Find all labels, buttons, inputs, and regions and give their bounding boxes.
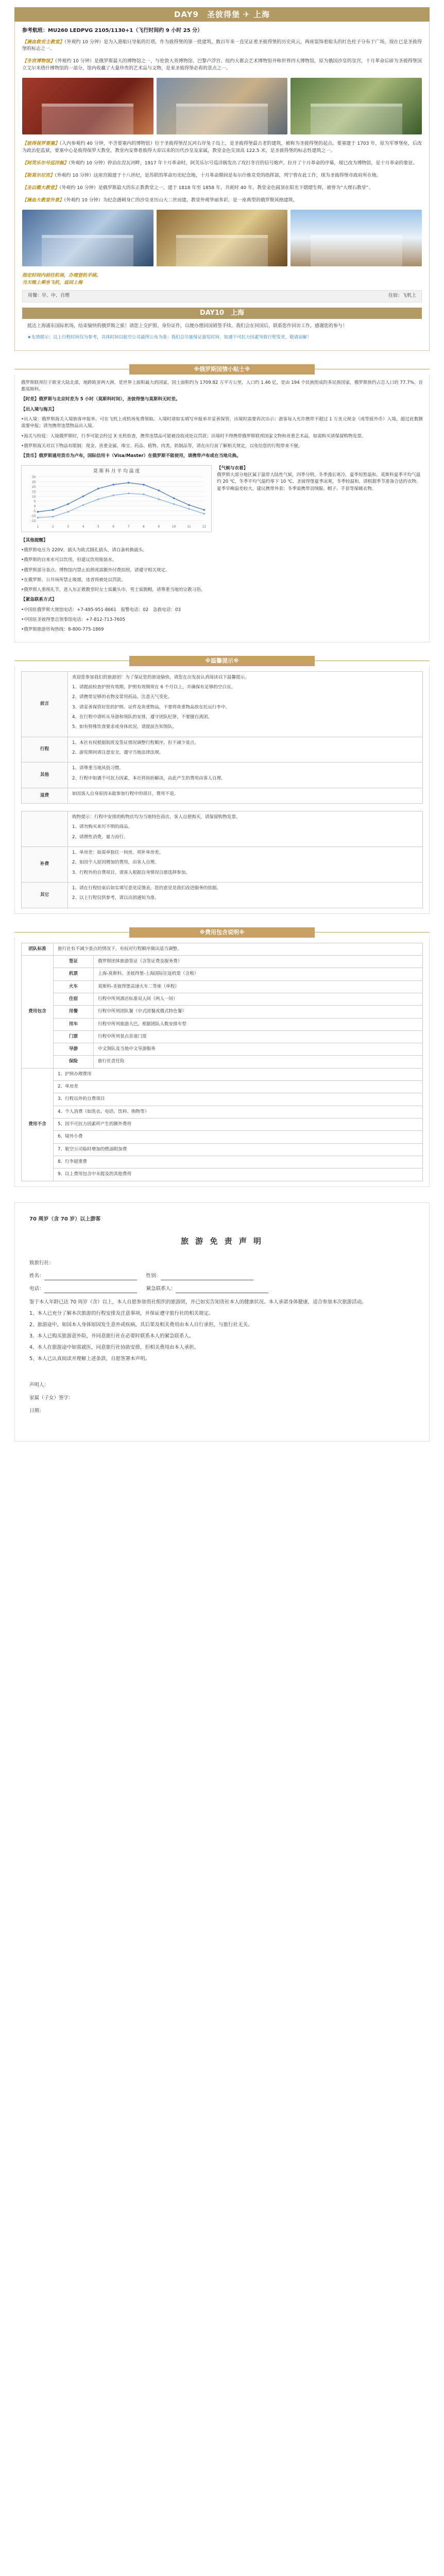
day10-text: 抵达上海浦东国际机场，结束愉快的俄罗斯之旅！请您上交护照、身份证件，以便办理回国销签手续。我们会在回国后，联系您作回访工作，感谢您的参与！ [27,323,348,329]
data-point [203,509,206,511]
y-tick-label: 10 [31,495,36,499]
data-point [67,503,69,505]
tips-item: 购物提示：行程中安排的购物店均为当地特色商店，客人自愿购买，请保留购物发票。 [72,815,241,820]
y-tick-label: 30 [31,476,36,479]
spot-text: （外观约 10 分钟）为纪念遇刺身亡的沙皇亚历山大二世而建，教堂外观华丽多彩，是一座典型的俄罗斯风格建筑。 [64,197,298,203]
fee-item-text: 行程中所列酒店标准双人间（两人一间） [94,993,423,1005]
fee-item-text: 行程中所列旅游大巴，根据团队人数安排车型 [94,1018,423,1030]
russia-info-header [14,364,430,375]
fee-include-row [22,968,423,980]
fee-intro-text: 旅行社有不减少景点的情况下，有权对行程顺序做出适当调整。 [54,943,423,955]
russia-info-title: ※俄罗斯国情小贴士※ [129,364,315,375]
tips-item: 1、单房差：如需单独住一间房，须补单房差。 [72,850,164,856]
fee-item-name: 门票 [54,1030,94,1043]
spot-text: （外观约 10 分钟）停泊在涅瓦河畔，1917 年十月革命时，阿芙乐尔号巡洋舰发出了攻打冬宫的信号炮声，拉开了十月革命的序幕，现已改为博物馆，是十月革命的象征。 [69,161,418,166]
fee-exclude-row [22,1068,423,1080]
x-tick-label: 6 [112,525,115,529]
waiver-paragraphs [29,1298,415,1364]
fee-item-text: 行程中所列景点首道门票 [94,1030,423,1043]
data-point [188,504,190,506]
day9-content [14,22,430,351]
fee-exclude-text: 5、因不可抗力因素所产生的额外费用 [54,1118,423,1131]
fee-title: ※费用包含说明※ [129,927,315,938]
waiver-form [14,1202,430,1442]
day9-spot-list-1 [22,39,422,73]
hotel-info: 住宿：飞机上 [388,293,416,298]
spot-name: 【滴血大教堂外景】 [22,197,64,203]
tips-row-label: 行程 [22,737,68,762]
spot-paragraph [22,173,422,180]
fee-intro-label: 团队标准 [22,943,54,955]
series-line [38,493,204,517]
data-point [158,498,160,500]
waiver-heading: 70 周岁（含 70 岁）以上游客 [29,1216,101,1222]
spot-name: 【斯莫尔尼宫】 [22,173,55,179]
fee-exclude-label: 费用不含 [22,1068,54,1181]
name-gender-row [29,1273,415,1280]
tips-row [22,671,423,737]
street-photo [157,78,288,134]
info-paragraph: •在俄罗斯，公共场所禁止吸烟，违者将被处以罚款。 [21,577,126,583]
data-point [97,487,99,489]
waiver-paragraph: 1、本人已充分了解本次旅游的行程安排及注意事项，并保证遵守旅行社的相关规定。 [29,1310,214,1316]
tips-item: 2、请理性消费，量力而行。 [72,834,128,840]
tips-row [22,847,423,883]
tips-item: 1、请提前检查护照有效期，护照有效期须在 6 个月以上，并确保有足够的空白页。 [72,685,236,690]
emergency-field[interactable] [176,1287,268,1293]
fee-include-row [22,1043,423,1056]
spot-name: 【冬宫博物馆】 [22,59,55,64]
data-point [97,498,99,500]
photo-strip-2 [22,210,422,266]
spot-text: （外观约 10 分钟）是俄罗斯最大的博物馆之一，与伦敦大英博物馆、巴黎卢浮宫、纽约大都会艺术博物馆并称世界四大博物馆，原为俄国沙皇的皇宫，十月革命后辟为圣彼得堡国立艾尔米塔什博物馆的一部分，馆内收藏了大量珍贵的艺术品与文物，是来圣彼得堡必看的景点之一。 [22,59,422,72]
tips-table-2 [21,811,423,908]
russia-info-paras [21,380,423,460]
fee-item-text: 旅行社责任险 [94,1056,423,1068]
return-note: 当天晚上乘坐飞机，返回上海 [22,280,83,285]
tips-row-content [68,883,423,908]
y-tick-label: 15 [31,490,36,494]
day9-banner: DAY9 圣彼得堡 ✈ 上海 [14,7,430,22]
fee-include-row [22,1018,423,1030]
name-label: 姓名： [29,1273,44,1279]
fee-item-text: 上海-莫斯科、圣彼得堡-上海国际往返机票（含税） [94,968,423,980]
fee-exclude-text: 8、行李超重费 [54,1156,423,1168]
info-paragraph: •俄罗斯的自来水可以饮用，但建议饮用瓶装水。 [21,557,117,563]
weather-row [21,465,423,532]
tips-item: 1、请尊重当地风俗习惯。 [72,766,124,771]
y-tick-label: 20 [31,485,36,489]
waiver-paragraph: 4、本人在旅游途中如需就医，同意旅行社协助安排，但相关费用由本人承担。 [29,1345,199,1351]
data-point [203,513,206,515]
flight-info: 参考航班：MU260 LEDPVG 2105/1130+1（飞行时间约 9 小时 25 分） [22,28,203,33]
russia-info-paras-2 [21,537,423,634]
spot-text: （外观约 10 分钟）是俄罗斯最大的东正教教堂之一，建于 1818 年至 1858 年，共耗时 40 年，教堂金色圆顶在阳光下熠熠生辉，被誉为“大理石教堂”。 [59,185,373,191]
fee-item-text: 莫斯科-圣彼得堡高速火车二等座（单程） [94,980,423,993]
spot-text: （外观约 10 分钟）是为入港船只导航的灯塔，作为彼得堡的第一批建筑，数百年来一直见证着圣彼得堡的历史风云，两座装饰着船头的红色柱子分布于广场，现在已是圣彼得堡的标志之一。 [22,39,422,52]
tips-item: 如因客人自身原因未能参加行程中的项目，费用不退。 [72,791,179,796]
fee-exclude-row [22,1106,423,1118]
info-paragraph: •海关与检疫：入境俄罗斯时，行李可能会经过 X 光机检查，携带违禁品可能被没收或处以罚款；出境时不得携带俄罗斯联邦国家文物和贵重艺术品，如需购买请保留购物发票。 [21,433,366,439]
tips-item: 2、如因个人原因增加的费用，由客人自理。 [72,860,159,866]
info-paragraph: •中国驻圣彼得堡总领事馆电话：+7-812-713-7605 [21,617,126,623]
fee-exclude-text: 9、以上费用包含中未提及的其他费用 [54,1168,423,1181]
russia-info-body [14,375,430,642]
photo-strip-1 [22,78,422,134]
data-point [128,492,130,494]
waiver-title: 旅 游 免 责 声 明 [180,1236,264,1246]
fee-intro-row [22,943,423,955]
fee-exclude-row [22,1081,423,1093]
info-paragraph: •出入境：俄罗斯海关入境旅客申报单，可在飞机上或机场免费领取。入境时请如实填写申报单并妥善保管，出境时需要再次出示；游客每人允许携带不超过 1 万美元现金（或等值外币）入境，超过此数额需要申报；请勿携带违禁物品出入境。 [21,417,423,429]
cruiser-photo [291,210,422,266]
fee-exclude-row [22,1143,423,1156]
tips-item: 2、游览期间请注意安全，遵守当地法律法规。 [72,750,164,755]
fee-include-row [22,993,423,1005]
info-paragraph: 俄罗斯联邦位于欧亚大陆北部，地跨欧亚两大洲，是世界上面积最大的国家，国土面积约为 1709.82 万平方公里，人口约 1.46 亿，是由 194 个民族组成的多民族国家，俄罗斯族约占总人口的 77.7%。首都莫斯科。 [21,380,423,393]
tips-item: 3、行程外的自费项目，请客人根据自身情况自愿选择参加。 [72,870,190,875]
fee-exclude-row [22,1156,423,1168]
data-point [82,495,84,497]
info-paragraph: 【时差】俄罗斯与北京时差为 5 小时（莫斯科时间），圣彼得堡与莫斯科无时差。 [21,397,180,402]
weather-text-block [217,465,423,532]
spot-name: 【阿芙乐尔号巡洋舰】 [22,161,69,166]
day10-note: ★友情提示：以上行程时间仅为参考，具体时间以航空公司最终公布为准；我们会尽量保证游览时间，如遇不可抗力因素导致行程变更，敬请谅解！ [27,334,312,340]
tips-row-label: 补费 [22,847,68,883]
phone-label: 电话： [29,1285,44,1292]
day9-spot-list-2 [22,141,422,205]
tips-row-content [68,811,423,847]
spot-text: （外观约 10 分钟）这座宫殿建于十八世纪，是苏联的革命历史纪念地，十月革命期间是布尔什维克党的指挥部，列宁曾在此工作，现为圣彼得堡市政府所在地。 [55,173,381,179]
x-tick-label: 7 [127,525,130,529]
signer-label: 声明人： [29,1382,49,1388]
fee-header [14,927,430,938]
tips-row-label [22,811,68,847]
fee-include-row [22,1056,423,1068]
tips-row [22,883,423,908]
spot-name: 【彼得保罗要塞】 [22,141,60,147]
tips-header [14,656,430,666]
family-sign-label: 家属（子女）签字： [29,1395,74,1401]
x-tick-label: 2 [52,525,54,529]
day10-banner: DAY10 上海 [22,308,422,319]
weather-title: 【气候与衣着】 [217,465,248,471]
y-tick-label: 25 [31,481,36,484]
spot-paragraph [22,141,422,155]
fee-include-label: 费用包含 [22,955,54,1068]
x-tick-label: 1 [37,525,39,529]
tips-item: 2、请携带足够的衣物及常用药品，注意天气变化。 [72,694,173,700]
tips-table [21,671,423,804]
fee-item-text: 俄罗斯团体旅游签证（含签证费及服务费） [94,955,423,968]
airport-note: 指定时间内前往机场，办理登机手续。 [22,273,101,278]
info-paragraph: •俄罗斯人重视礼节，进入东正教教堂时女士需戴头巾，男士需脱帽，请尊重当地的宗教习俗。 [21,587,206,593]
data-point [128,482,130,484]
fee-include-row [22,1030,423,1043]
x-tick-label: 12 [202,525,207,529]
y-tick-label: -10 [30,515,36,518]
gender-field[interactable] [161,1274,253,1280]
fee-exclude-row [22,1093,423,1106]
name-field[interactable] [44,1274,137,1280]
data-point [143,493,145,495]
series-line [38,483,204,512]
meal-hotel-row [22,290,422,302]
data-point [82,504,84,506]
y-tick-label: 5 [33,500,36,503]
tips-row-content [68,671,423,737]
tips-row [22,737,423,762]
fee-item-name: 用餐 [54,1006,94,1018]
fee-item-text: 中文领队及当地中文导游服务 [94,1043,423,1056]
tips-row-label: 退费 [22,788,68,803]
palace-photo [291,78,422,134]
fee-include-row [22,955,423,968]
tips-item: 3、请妥善保管好您的护照、证件及贵重物品，不要将贵重物品放在托运行李中。 [72,704,230,710]
tips-item: 1、本社有权根据航班及签证情况调整行程顺序，但不减少景点。 [72,740,199,745]
fee-item-name: 签证 [54,955,94,968]
chart-title: 莫 斯 科 月 平 均 温 度 [93,468,140,474]
data-point [158,489,160,492]
tips-row-label: 其它 [22,883,68,908]
info-paragraph: 【其他提醒】 [21,537,48,543]
tips-row [22,811,423,847]
info-paragraph: •中国驻俄罗斯大使馆电话：+7-495-951-8661 报警电话：02 急救电话：03 [21,607,181,613]
tips-row-content [68,788,423,803]
data-point [188,508,190,510]
cathedral-photo [157,210,288,266]
spot-text: （入内参观约 40 分钟，不含要塞内的博物馆）位于圣彼得堡涅瓦河右岸兔子岛上，是圣彼得堡最古老的建筑，被称为圣彼得堡的起点。要塞建于 1703 年，原为军事堡垒，后改为政治犯监狱，要塞中心是彼得保罗大教堂，教堂内安葬着彼得大帝以来的历代沙皇及家属，教堂金色尖顶高 122.5 米，是圣彼得堡的标志性建筑之一。 [22,141,422,154]
phone-field[interactable] [44,1287,137,1293]
spot-paragraph [22,197,422,205]
data-point [112,494,114,496]
tips-row [22,788,423,803]
data-point [37,511,39,513]
fee-exclude-text: 3、行程以外的自费项目 [54,1093,423,1106]
tips-item: 4、在行程中请听从导游和领队的安排，遵守团队纪律，不要擅自离团。 [72,714,212,720]
tips-body [14,666,430,914]
tips-row-content [68,737,423,762]
data-point [173,503,175,505]
data-point [112,484,114,486]
x-tick-label: 3 [67,525,69,529]
waiver-paragraph: 3、本人已购买旅游意外险，并同意旅行社在必要时联系本人的紧急联系人。 [29,1333,194,1339]
info-paragraph: 【货币】俄罗斯通用货币为卢布，国际信用卡（Visa/Master）在俄罗斯不能使用，请携带卢布或在当地兑换。 [21,453,241,459]
waiver-paragraph: 5、本人已认真阅读并理解上述条款，自愿签署本声明。 [29,1356,150,1362]
fee-exclude-row [22,1131,423,1143]
tips-row [22,762,423,788]
spot-paragraph [22,39,422,54]
x-tick-label: 11 [187,525,191,529]
meal-info: 用餐：早、中、自理 [28,293,70,298]
tips-row-content [68,847,423,883]
data-point [173,497,175,499]
y-tick-label: 0 [33,505,36,509]
fee-exclude-text: 4、个人消费（如洗衣、电话、饮料、购物等） [54,1106,423,1118]
data-point [52,516,54,518]
fee-item-name: 火车 [54,980,94,993]
fee-exclude-text: 1、护照办理费用 [54,1068,423,1080]
fee-body [14,938,430,1187]
spot-name: 【圣以撒大教堂】 [22,185,60,191]
waiver-paragraph: 2、旅游途中，如因本人身体原因发生意外或疾病，其后果及相关费用由本人自行承担，与旅行社无关。 [29,1321,253,1328]
tips-row-label: 其他 [22,762,68,788]
red-building-photo [22,78,153,134]
fee-item-name: 住宿 [54,993,94,1005]
fee-table [21,943,423,1181]
tips-item: 1、请在行程结束后如实填写意见反馈表，您的意见是我们改进服务的依据。 [72,886,221,891]
tips-item: 5、如有特殊饮食要求或身体状况，请提前告知领队。 [72,724,177,730]
fee-exclude-row [22,1118,423,1131]
spot-paragraph [22,160,422,167]
fee-item-text: 行程中所列团队餐（中式团餐或俄式特色餐） [94,1006,423,1018]
spot-paragraph [22,185,422,192]
fee-exclude-row [22,1168,423,1181]
tips-item: 2、以上行程仅供参考，请以出团通知为准。 [72,895,159,901]
spot-paragraph [22,58,422,73]
info-paragraph: •俄罗斯海关对以下物品有限制：现金、贵重金属、珠宝、药品、植物、肉类、奶制品等，请在出行前了解相关规定，以免给您的行程带来不便。 [21,443,303,449]
info-paragraph: •俄罗斯部分景点、博物馆内禁止拍照或需额外付费拍照，请遵守相关规定。 [21,567,170,573]
y-tick-label: -15 [30,519,36,523]
emergency-label: 紧急联系人： [146,1285,176,1292]
x-tick-label: 9 [158,525,160,529]
info-paragraph: 【出入境与海关】 [21,406,57,412]
tips-item: 欢迎您参加我们的旅游团！为了保证您的旅途愉快，请您在出发前认真阅读以下温馨提示。 [72,674,249,680]
info-paragraph: •俄罗斯电压为 220V，插头为欧式圆孔插头，请自备转换插头。 [21,547,147,553]
x-tick-label: 8 [143,525,145,529]
waiver-to: 致旅行社： [29,1260,54,1266]
tips-row-content [68,762,423,788]
tips-row-label: 前言 [22,671,68,737]
x-tick-label: 4 [82,525,84,529]
info-paragraph: •俄罗斯旅游咨询热线：8-800-775-1869 [21,627,104,633]
x-tick-label: 5 [97,525,99,529]
waiver-paragraph: 鉴于本人年龄已达 70 周岁（含）以上，本人自愿参加贵社组织的旅游团，并已如实告知贵社本人的健康状况。本人承诺身体健康，适合参加本次旅游活动。 [29,1299,367,1305]
fee-include-row [22,980,423,993]
gender-label: 性别： [146,1273,161,1279]
fee-item-name: 用车 [54,1018,94,1030]
tips-item: 2、行程中如遇不可抗力因素，本社将协助解决，由此产生的费用由客人自理。 [72,775,226,781]
fee-include-row [22,1006,423,1018]
weather-text: 俄罗斯大部分地区属于温带大陆性气候，四季分明，冬季漫长寒冷，夏季短暂温和。莫斯科夏季平均气温约 20 ℃，冬季平均气温约零下 10 ℃。圣彼得堡夏季凉爽，冬季较温和，请根据季节准备合适的衣物。夏季早晚温差较大，建议携带外套；冬季需携带羽绒服、帽子、手套等保暖衣物。 [217,472,421,492]
tips-title: ※温馨提示※ [129,656,315,666]
data-point [67,511,69,513]
fee-item-name: 导游 [54,1043,94,1056]
y-tick-label: -5 [32,510,36,513]
fee-item-name: 保险 [54,1056,94,1068]
phone-emergency-row [29,1285,415,1293]
x-tick-label: 10 [172,525,176,529]
fee-exclude-text: 7、航空公司临时增加的燃油附加费 [54,1143,423,1156]
data-point [37,517,39,519]
data-point [143,484,145,486]
fee-item-name: 机票 [54,968,94,980]
date-label: 日期： [29,1408,44,1414]
info-paragraph: 【紧急联系方式】 [21,597,57,603]
spot-name: 【滴血救世主教堂】 [22,39,64,45]
temperature-chart [21,465,212,532]
fortress-photo [22,210,153,266]
fee-exclude-text: 6、境外小费 [54,1131,423,1143]
fee-exclude-text: 2、单房差 [54,1081,423,1093]
data-point [52,509,54,511]
tips-item: 1、请勿购买来历不明的商品。 [72,824,133,830]
